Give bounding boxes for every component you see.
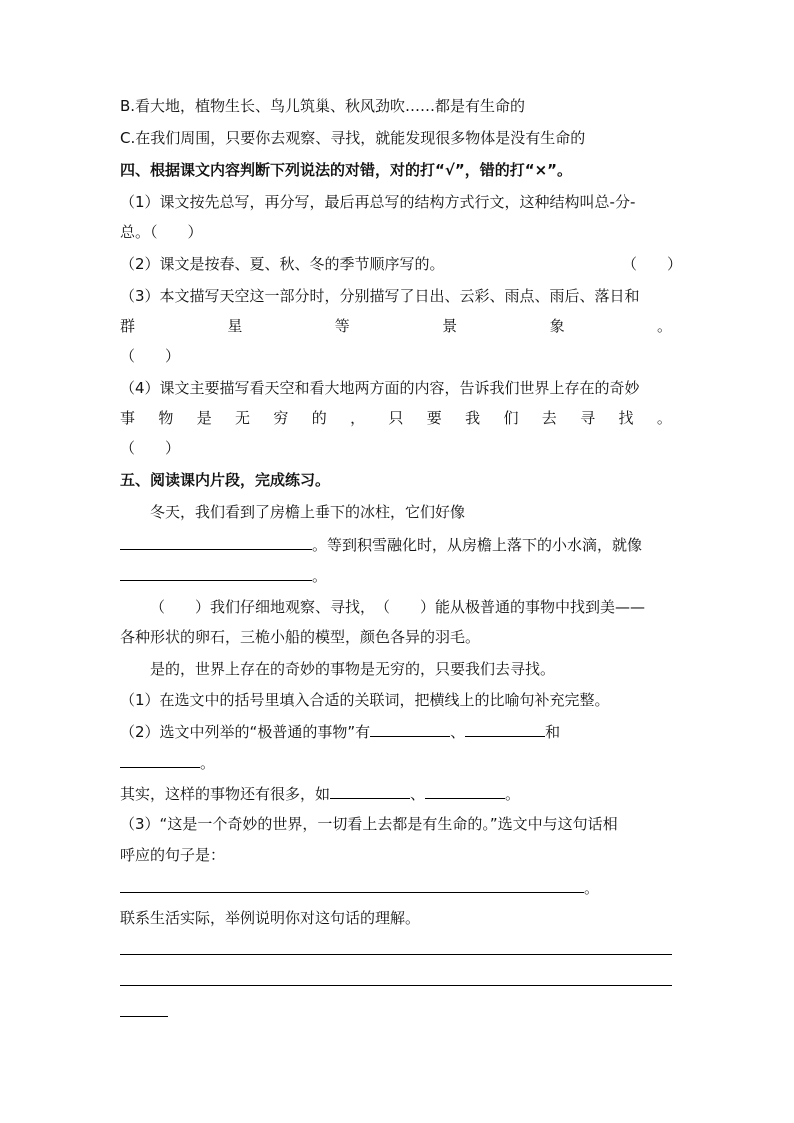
echo-sentence-blank[interactable]	[120, 877, 584, 893]
s4-q1-line2: 总。（ ）	[120, 223, 203, 241]
s4-q4-answer-paren[interactable]: （ ）	[120, 439, 181, 457]
s4-q3-line1: （3）本文描写天空这一部分时，分别描写了日出、云彩、雨点、雨后、落日和	[120, 287, 640, 305]
spread-char: 无	[235, 409, 251, 427]
and-word: 和	[545, 723, 561, 741]
s5-q3-line1: （3）“这是一个奇妙的世界，一切看上去都是有生命的。”选文中与这句话相	[120, 815, 618, 833]
s5-q2-line2	[120, 752, 215, 773]
s4-q2-text: （2）课文是按春、夏、秋、冬的季节顺序写的。	[120, 255, 445, 273]
spread-char: ，	[350, 409, 366, 427]
passage-text-4a: 我们仔细地观察、寻找，	[210, 598, 376, 616]
spread-char: 星	[227, 317, 243, 335]
s5-q3-line2: 呼应的句子是：	[120, 846, 226, 864]
conjunction-blank-2[interactable]: （ ）	[375, 598, 436, 616]
s5-q2-line1	[120, 721, 560, 742]
s5-q2-text: （2）选文中列举的“极普通的事物”有	[120, 723, 371, 741]
s5-q2-line3	[120, 783, 520, 804]
passage-text-2: 。等到积雪融化时，从房檐上落下的小水滴，就像	[312, 536, 643, 554]
spread-char: 寻	[580, 409, 596, 427]
ordinary-thing-blank-1[interactable]	[370, 721, 450, 737]
passage-line-2	[120, 534, 642, 555]
ordinary-thing-blank-2[interactable]	[465, 721, 545, 737]
section-4-heading: 四、根据课文内容判断下列说法的对错，对的打“√”，错的打“×”。	[120, 161, 573, 179]
passage-line-6: 是的，世界上存在的奇妙的事物是无穷的，只要我们去寻找。	[150, 660, 556, 678]
spread-char: 们	[503, 409, 519, 427]
s4-q4-line1: （4）课文主要描写看天空和看大地两方面的内容，告诉我们世界上存在的奇妙	[120, 379, 640, 397]
spread-char: 。	[656, 409, 672, 427]
spread-char: 找	[618, 409, 634, 427]
spread-char: 景	[442, 317, 458, 335]
passage-line-3	[120, 565, 327, 586]
section-5-heading: 五、阅读课内片段，完成练习。	[120, 471, 331, 489]
spread-char: 。	[656, 317, 672, 335]
separator-2: 、	[410, 785, 426, 803]
spread-char: 的	[311, 409, 327, 427]
spread-char: 是	[196, 409, 212, 427]
spread-char: 要	[426, 409, 442, 427]
answer-line-3[interactable]	[120, 1016, 168, 1017]
conjunction-blank-1[interactable]: （ ）	[150, 598, 211, 616]
period-2: 。	[505, 785, 521, 803]
passage-line-4	[150, 597, 645, 617]
s5-q2-more-text: 其实，这样的事物还有很多，如	[120, 785, 331, 803]
more-thing-blank-2[interactable]	[425, 783, 505, 799]
separator: 、	[450, 723, 466, 741]
s4-q1-line1: （1）课文按先总写，再分写，最后再总写的结构方式行文，这种结构叫总-分-	[120, 193, 636, 211]
spread-char: 群	[120, 317, 136, 335]
passage-text-3: 。	[312, 567, 328, 585]
simile-blank-2[interactable]	[120, 565, 312, 581]
spread-char: 穷	[273, 409, 289, 427]
spread-char: 事	[120, 409, 136, 427]
passage-line-1: 冬天，我们看到了房檐上垂下的冰柱，它们好像	[150, 503, 466, 521]
more-thing-blank-1[interactable]	[330, 783, 410, 799]
s4-q4-spread-line	[120, 408, 672, 428]
simile-blank-1[interactable]	[120, 534, 312, 550]
spread-char: 物	[158, 409, 174, 427]
answer-line-1[interactable]	[120, 954, 672, 955]
s5-q3-answer-line	[120, 877, 599, 898]
period: 。	[200, 754, 216, 772]
option-c: C.在我们周围，只要你去观察、寻找，就能发现很多物体是没有生命的	[120, 129, 586, 147]
s5-q3-line3: 联系生活实际，举例说明你对这句话的理解。	[120, 909, 421, 927]
answer-line-2[interactable]	[120, 985, 672, 986]
s4-q2-answer-paren[interactable]: （ ）	[622, 255, 683, 273]
ordinary-thing-blank-3[interactable]	[120, 752, 200, 768]
spread-char: 只	[388, 409, 404, 427]
spread-char: 我	[465, 409, 481, 427]
spread-char: 去	[541, 409, 557, 427]
passage-text-4b: 能从极普通的事物中找到美——	[435, 598, 646, 616]
period-3: 。	[584, 879, 600, 897]
s4-q3-answer-paren[interactable]: （ ）	[120, 347, 181, 365]
s5-q1: （1）在选文中的括号里填入合适的关联词，把横线上的比喻句补充完整。	[120, 691, 610, 709]
option-b: B.看大地，植物生长、鸟儿筑巢、秋风劲吹……都是有生命的	[120, 97, 526, 115]
spread-char: 象	[549, 317, 565, 335]
passage-line-5: 各种形状的卵石，三桅小船的模型，颜色各异的羽毛。	[120, 628, 481, 646]
s4-q3-spread-line	[120, 316, 672, 336]
spread-char: 等	[334, 317, 350, 335]
